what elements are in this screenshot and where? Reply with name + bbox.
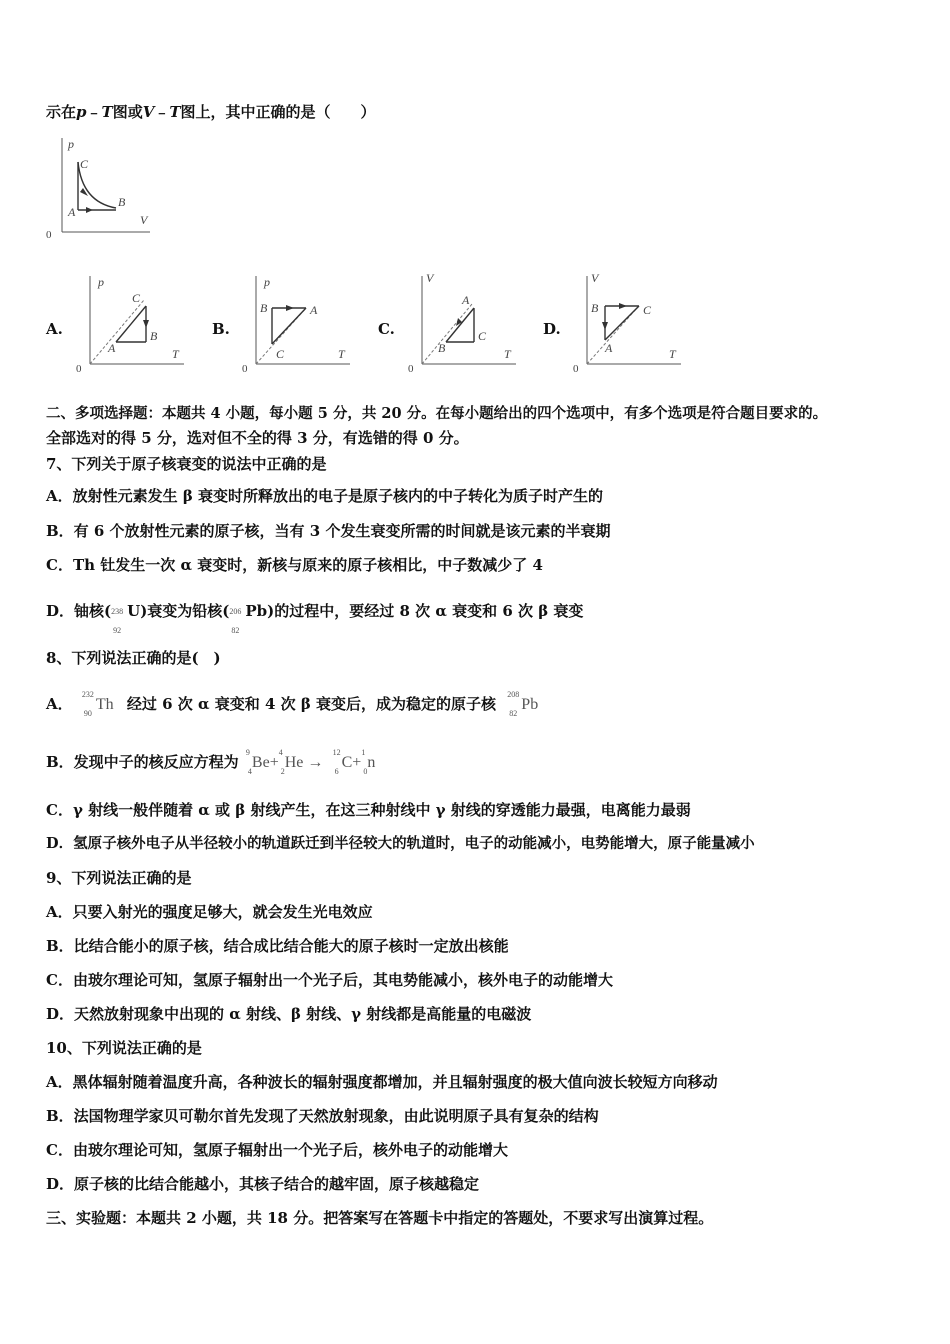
q8-a-th-z: 90 bbox=[83, 709, 92, 718]
eq-beryllium bbox=[245, 748, 279, 776]
opt-a-point-a: A bbox=[108, 341, 116, 355]
eq-neutron bbox=[361, 748, 376, 776]
eq-be-sym: Be+ bbox=[251, 754, 279, 771]
opt-c-point-b: B bbox=[438, 341, 446, 355]
eq-he-z: 2 bbox=[280, 767, 285, 776]
intro-p: p bbox=[76, 103, 87, 121]
section3-heading: 三、实验题：本题共 2 小题，共 18 分。把答案写在答题卡中指定的答题处，不要求写出演算过程。 bbox=[46, 1209, 714, 1227]
q7-d-pre: D．铀核( bbox=[46, 602, 112, 620]
q8-option-c: C．γ 射线一般伴随着 α 或 β 射线产生，在这三种射线中 γ 射线的穿透能力最强，电离能力最弱 bbox=[46, 801, 691, 819]
q7-d-post: Pb)的过程中，要经过 8 次 α 衰变和 6 次 β 衰变 bbox=[245, 602, 584, 620]
eq-c-mass: 12 bbox=[332, 748, 341, 757]
main-arrow-2 bbox=[86, 207, 93, 213]
q8-a-text: 经过 6 次 α 衰变和 4 次 β 衰变后，成为稳定的原子核 bbox=[126, 695, 497, 713]
q7-d-pb-z: 82 bbox=[231, 626, 240, 635]
q8-a-pb-mass: 208 bbox=[507, 690, 520, 699]
opt-c-x-label: T bbox=[504, 347, 511, 361]
option-c-graph bbox=[404, 268, 524, 376]
q9-option-c: C．由玻尔理论可知，氢原子辐射出一个光子后，其电势能减小，核外电子的动能增大 bbox=[46, 971, 613, 989]
opt-b-origin: 0 bbox=[242, 363, 248, 375]
q8-a-th-mass: 232 bbox=[81, 690, 94, 699]
intro-T1: T bbox=[101, 103, 113, 121]
main-point-a: A bbox=[68, 205, 76, 219]
eq-n-mass: 1 bbox=[361, 748, 366, 757]
eq-c-z: 6 bbox=[334, 767, 339, 776]
main-y-label: p bbox=[68, 137, 74, 151]
main-pv-graph bbox=[40, 130, 160, 245]
opt-d-arrow-1 bbox=[619, 303, 627, 309]
q7-option-d bbox=[46, 601, 584, 635]
main-x-label: V bbox=[140, 213, 148, 227]
opt-c-dashed bbox=[422, 304, 472, 364]
q9-option-d: D．天然放射现象中出现的 α 射线、β 射线、γ 射线都是高能量的电磁波 bbox=[46, 1005, 532, 1023]
opt-a-dashed bbox=[90, 300, 144, 364]
opt-d-line-ac bbox=[605, 306, 639, 340]
opt-c-arrow bbox=[456, 318, 462, 326]
option-a-graph bbox=[72, 268, 192, 376]
opt-a-y-label: p bbox=[98, 275, 104, 289]
q10-stem: 10、下列说法正确的是 bbox=[46, 1039, 202, 1057]
opt-b-point-c: C bbox=[276, 347, 285, 361]
q7-d-mid: U)衰变为铅核( bbox=[127, 602, 230, 620]
eq-helium bbox=[278, 748, 324, 776]
opt-b-y-label: p bbox=[264, 275, 270, 289]
q8-a-label: A． bbox=[46, 695, 73, 713]
q8-a-lead bbox=[507, 690, 539, 718]
opt-a-line-ca bbox=[116, 306, 146, 342]
opt-a-point-b: B bbox=[150, 329, 158, 343]
q10-option-c: C．由玻尔理论可知，氢原子辐射出一个光子后，核外电子的动能增大 bbox=[46, 1141, 508, 1159]
opt-a-x-label: T bbox=[172, 347, 179, 361]
opt-d-x-label: T bbox=[669, 347, 676, 361]
eq-n-sym: n bbox=[367, 754, 376, 771]
opt-d-point-b: B bbox=[591, 301, 599, 315]
eq-carbon bbox=[332, 748, 362, 776]
q8-a-th-sym: Th bbox=[95, 696, 114, 713]
q7-d-u-mass: 238 bbox=[111, 607, 124, 616]
q8-option-d: D．氢原子核外电子从半径较小的轨道跃迁到半径较大的轨道时，电子的动能减小，电势能增大，原子能量减小 bbox=[46, 835, 755, 852]
q9-stem: 9、下列说法正确的是 bbox=[46, 869, 192, 887]
opt-d-origin: 0 bbox=[573, 363, 579, 375]
q9-option-a: A．只要入射光的强度足够大，就会发生光电效应 bbox=[46, 903, 373, 921]
q8-stem: 8、下列说法正确的是( ) bbox=[46, 649, 221, 667]
q8-option-a bbox=[46, 690, 539, 718]
opt-b-x-label: T bbox=[338, 347, 345, 361]
q10-option-a: A．黑体辐射随着温度升高，各种波长的辐射强度都增加，并且辐射强度的极大值向波长较短方向移动 bbox=[46, 1073, 718, 1091]
q7-option-b: B．有 6 个放射性元素的原子核，当有 3 个发生衰变所需的时间就是该元素的半衰期 bbox=[46, 522, 611, 540]
opt-c-origin: 0 bbox=[408, 363, 414, 375]
intro-dash2: ﹣ bbox=[154, 103, 170, 121]
intro-T2: T bbox=[169, 103, 181, 121]
q7-option-c: C．Th 钍发生一次 α 衰变时，新核与原来的原子核相比，中子数减少了 4 bbox=[46, 556, 543, 574]
opt-b-point-a: A bbox=[310, 303, 318, 317]
main-point-c: C bbox=[80, 157, 89, 171]
opt-b-line-ca bbox=[272, 308, 306, 344]
q7-d-u-z: 92 bbox=[113, 626, 122, 635]
opt-d-point-a: A bbox=[605, 341, 613, 355]
section2-line2: 全部选对的得 5 分，选对但不全的得 3 分，有选错的得 0 分。 bbox=[46, 429, 469, 447]
eq-be-mass: 9 bbox=[245, 748, 250, 757]
opt-a-origin: 0 bbox=[76, 363, 82, 375]
opt-c-point-a: A bbox=[462, 293, 470, 307]
option-b-label: B. bbox=[212, 320, 230, 338]
option-d-graph bbox=[569, 268, 689, 376]
q7-stem: 7、下列关于原子核衰变的说法中正确的是 bbox=[46, 455, 327, 473]
eq-he-mass: 4 bbox=[278, 748, 283, 757]
q8-a-pb-z: 82 bbox=[509, 709, 518, 718]
opt-a-arrow bbox=[143, 320, 149, 328]
opt-d-point-c: C bbox=[643, 303, 652, 317]
q7-d-pb-mass: 206 bbox=[229, 607, 242, 616]
q8-option-b bbox=[46, 748, 376, 776]
question-intro bbox=[46, 102, 376, 122]
q8-a-thorium bbox=[81, 690, 114, 718]
opt-b-arrow bbox=[286, 305, 294, 311]
intro-V: V bbox=[142, 103, 155, 121]
opt-c-line-ab bbox=[446, 308, 474, 342]
q8-a-pb-sym: Pb bbox=[521, 696, 539, 713]
q10-option-b: B．法国物理学家贝可勒尔首先发现了天然放射现象，由此说明原子具有复杂的结构 bbox=[46, 1107, 599, 1125]
eq-c-sym: C+ bbox=[341, 754, 362, 771]
main-point-b: B bbox=[118, 195, 126, 209]
option-d-label: D. bbox=[543, 320, 561, 338]
opt-c-y-label: V bbox=[426, 271, 434, 285]
q10-option-d: D．原子核的比结合能越小，其核子结合的越牢固，原子核越稳定 bbox=[46, 1175, 480, 1193]
intro-mid: 图或 bbox=[112, 103, 143, 121]
q8-b-text: B．发现中子的核反应方程为 bbox=[46, 753, 239, 771]
q7-option-a: A．放射性元素发生 β 衰变时所释放出的电子是原子核内的中子转化为质子时产生的 bbox=[46, 487, 604, 505]
eq-he-sym: He → bbox=[284, 754, 324, 771]
option-c-label: C. bbox=[378, 320, 395, 338]
option-b-graph bbox=[238, 268, 358, 376]
opt-a-point-c: C bbox=[132, 291, 141, 305]
opt-c-point-c: C bbox=[478, 329, 487, 343]
q8-b-equation bbox=[245, 748, 376, 776]
section2-line1: 二、多项选择题：本题共 4 小题，每小题 5 分，共 20 分。在每小题给出的四个选项中，有多个选项是符合题目要求的。 bbox=[46, 405, 828, 422]
opt-d-arrow-2 bbox=[602, 322, 608, 330]
opt-b-point-b: B bbox=[260, 301, 268, 315]
option-a-label: A. bbox=[46, 320, 63, 338]
intro-suffix: 图上，其中正确的是（ ） bbox=[180, 103, 376, 121]
q9-option-b: B．比结合能小的原子核，结合成比结合能大的原子核时一定放出核能 bbox=[46, 937, 509, 955]
eq-n-z: 0 bbox=[363, 767, 368, 776]
eq-be-z: 4 bbox=[247, 767, 252, 776]
opt-d-y-label: V bbox=[591, 271, 599, 285]
main-origin: 0 bbox=[46, 229, 52, 241]
intro-prefix: 示在 bbox=[46, 103, 77, 121]
intro-dash1: ﹣ bbox=[86, 103, 102, 121]
